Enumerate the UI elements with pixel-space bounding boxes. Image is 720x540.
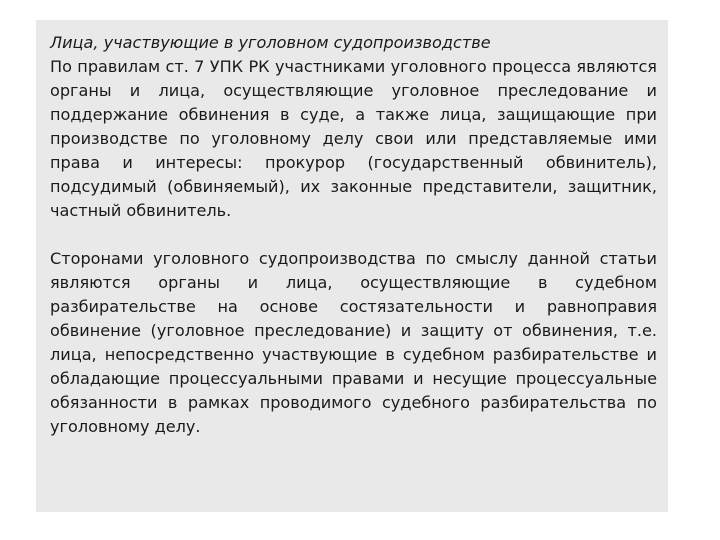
paragraph-participants: По правилам ст. 7 УПК РК участниками уголовного процесса являются органы и лица, осуществляющие уголовное преследование и поддержание обвинения в суде, а также лица, защищающие при производстве по уголовному делу свои или представляемые ими права и интересы: прокурор (государственный обвинитель), подсудимый (обвиняемый), их законные представители, защитник, частный обвинитель.: [50, 57, 657, 220]
paragraph-spacer: [50, 223, 657, 247]
slide-title: Лица, участвующие в уголовном судопроизводстве: [50, 33, 491, 52]
slide-content: [50, 31, 657, 439]
paragraph-parties: Сторонами уголовного судопроизводства по смыслу данной статьи являются органы и лица, осуществляющие в судебном разбирательстве на основе состязательности и равноправия обвинение (уголовное преследование) и защиту от обвинения, т.е. лица, непосредственно участвующие в судебном разбирательстве и обладающие процессуальными правами и несущие процессуальные обязанности в рамках проводимого судебного разбирательства по уголовному делу.: [50, 249, 657, 436]
